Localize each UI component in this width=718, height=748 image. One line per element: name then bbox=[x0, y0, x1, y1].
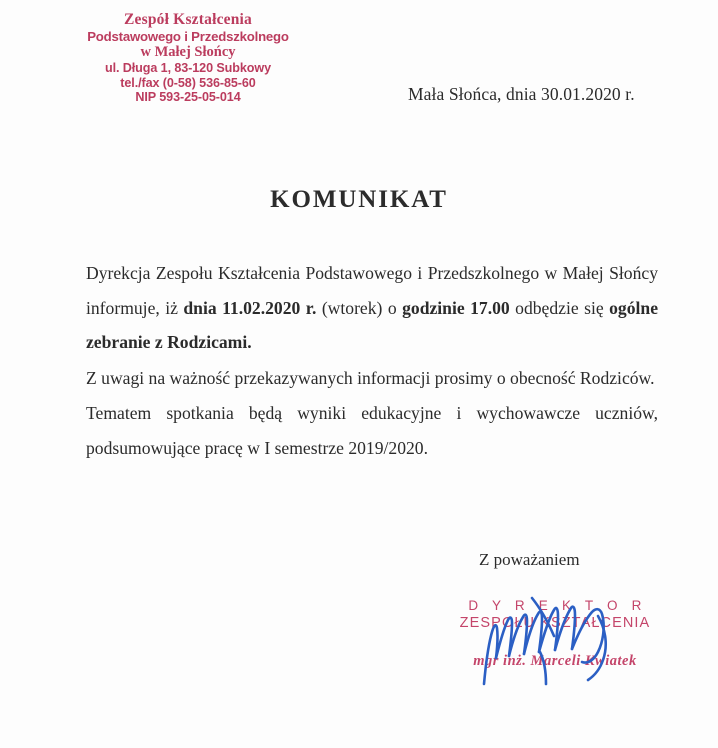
letterhead-nip: NIP 593-25-05-014 bbox=[135, 90, 241, 105]
director-stamp-name: mgr inż. Marceli Kwiatek bbox=[473, 653, 637, 669]
director-stamp-line-2: ZESPOŁU KSZTAŁCENIA bbox=[459, 615, 651, 631]
letterhead-line-2: Podstawowego i Przedszkolnego bbox=[87, 28, 289, 44]
letterhead-stamp bbox=[62, 11, 314, 105]
page-title: KOMUNIKAT bbox=[270, 186, 448, 213]
letterhead-address: ul. Długa 1, 83-120 Subkowy bbox=[105, 61, 271, 76]
letterhead-line-1: Zespół Kształcenia bbox=[123, 11, 253, 28]
director-stamp-line-1: D Y R E K T O R bbox=[468, 598, 647, 613]
director-stamp bbox=[440, 598, 670, 670]
body-paragraph-2: Z uwagi na ważność przekazywanych informacji prosimy o obecność Rodziców. bbox=[86, 367, 655, 388]
signature-block bbox=[440, 598, 670, 693]
place-and-date: Mała Słońca, dnia 30.01.2020 r. bbox=[408, 84, 635, 104]
letterhead-line-3: w Małej Słońcy bbox=[140, 44, 236, 61]
letterhead-phone: tel./fax (0-58) 536-85-60 bbox=[120, 75, 256, 90]
document-body bbox=[86, 256, 658, 465]
body-paragraph-1: Dyrekcja Zespołu Kształcenia Podstawowego i Przedszkolnego w Małej Słońcy informuje, iż dnia 11.02.2020 r. (wtorek) o godzinie 17.00 odbędzie się ogólne zebranie z Rodzicami. bbox=[86, 263, 658, 352]
body-paragraph-3: Tematem spotkania będą wyniki edukacyjne i wychowawcze uczniów, podsumowujące pracę w I semestrze 2019/2020. bbox=[86, 403, 658, 458]
closing-salutation: Z poważaniem bbox=[479, 550, 580, 569]
